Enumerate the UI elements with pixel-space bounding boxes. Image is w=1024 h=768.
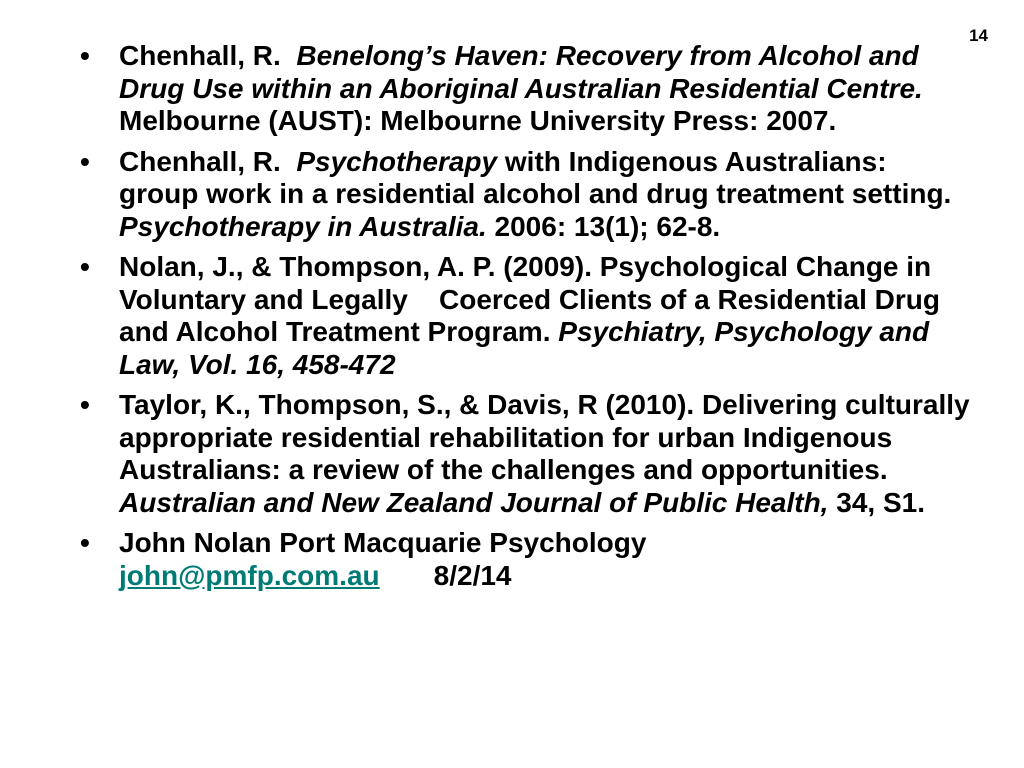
reference-gap	[408, 284, 439, 315]
reference-item	[80, 251, 970, 381]
reference-journal: Psychotherapy in Australia.	[119, 210, 487, 242]
reference-text: Taylor, K., Thompson, S., & Davis, R (2010). Delivering culturally appropriate residential rehabilitation for urban Indigenous Australians: a review of the challenges and opportunities.	[119, 389, 970, 485]
reference-title: Benelong’s Haven: Recovery from Alcohol and Drug Use within an Aboriginal Australian Residential Centre.	[119, 40, 923, 104]
reference-item	[80, 40, 970, 138]
reference-author: Chenhall, R.	[119, 40, 297, 71]
reference-item	[80, 146, 970, 244]
reference-title: with Indigenous Australians: group work in a residential alcohol and drug treatment setting.	[119, 145, 952, 209]
bullet-icon: •	[80, 40, 90, 71]
reference-text: Nolan, J., & Thompson, A. P. (2009). Psychological Change in Voluntary and Legally	[119, 251, 932, 315]
contact-name: John Nolan Port Macquarie Psychology	[119, 527, 647, 558]
reference-journal: Psychiatry, Psychology and Law, Vol. 16, 458-472	[119, 316, 930, 380]
reference-list	[80, 40, 970, 600]
reference-author: Chenhall, R.	[119, 145, 297, 177]
reference-publication: Melbourne (AUST): Melbourne University Press: 2007.	[119, 105, 837, 136]
reference-item	[80, 389, 970, 519]
bullet-icon: •	[80, 389, 90, 420]
reference-journal: Australian and New Zealand Journal of Public Health,	[119, 486, 829, 518]
contact-date: 8/2/14	[433, 559, 512, 591]
slide-number: 14	[969, 26, 988, 45]
email-link[interactable]: john@pmfp.com.au	[119, 559, 380, 591]
bullet-icon: •	[80, 251, 90, 282]
reference-text-continued: Coerced Clients of a Residential Drug and Alcohol Treatment Program.	[119, 283, 940, 347]
contact-item	[80, 527, 970, 592]
reference-publication: 34, S1.	[828, 486, 925, 518]
reference-publication: 2006: 13(1); 62-8.	[486, 210, 721, 242]
bullet-icon: •	[80, 527, 90, 558]
reference-title-italic: Psychotherapy	[296, 145, 498, 177]
bullet-icon: •	[80, 145, 90, 177]
